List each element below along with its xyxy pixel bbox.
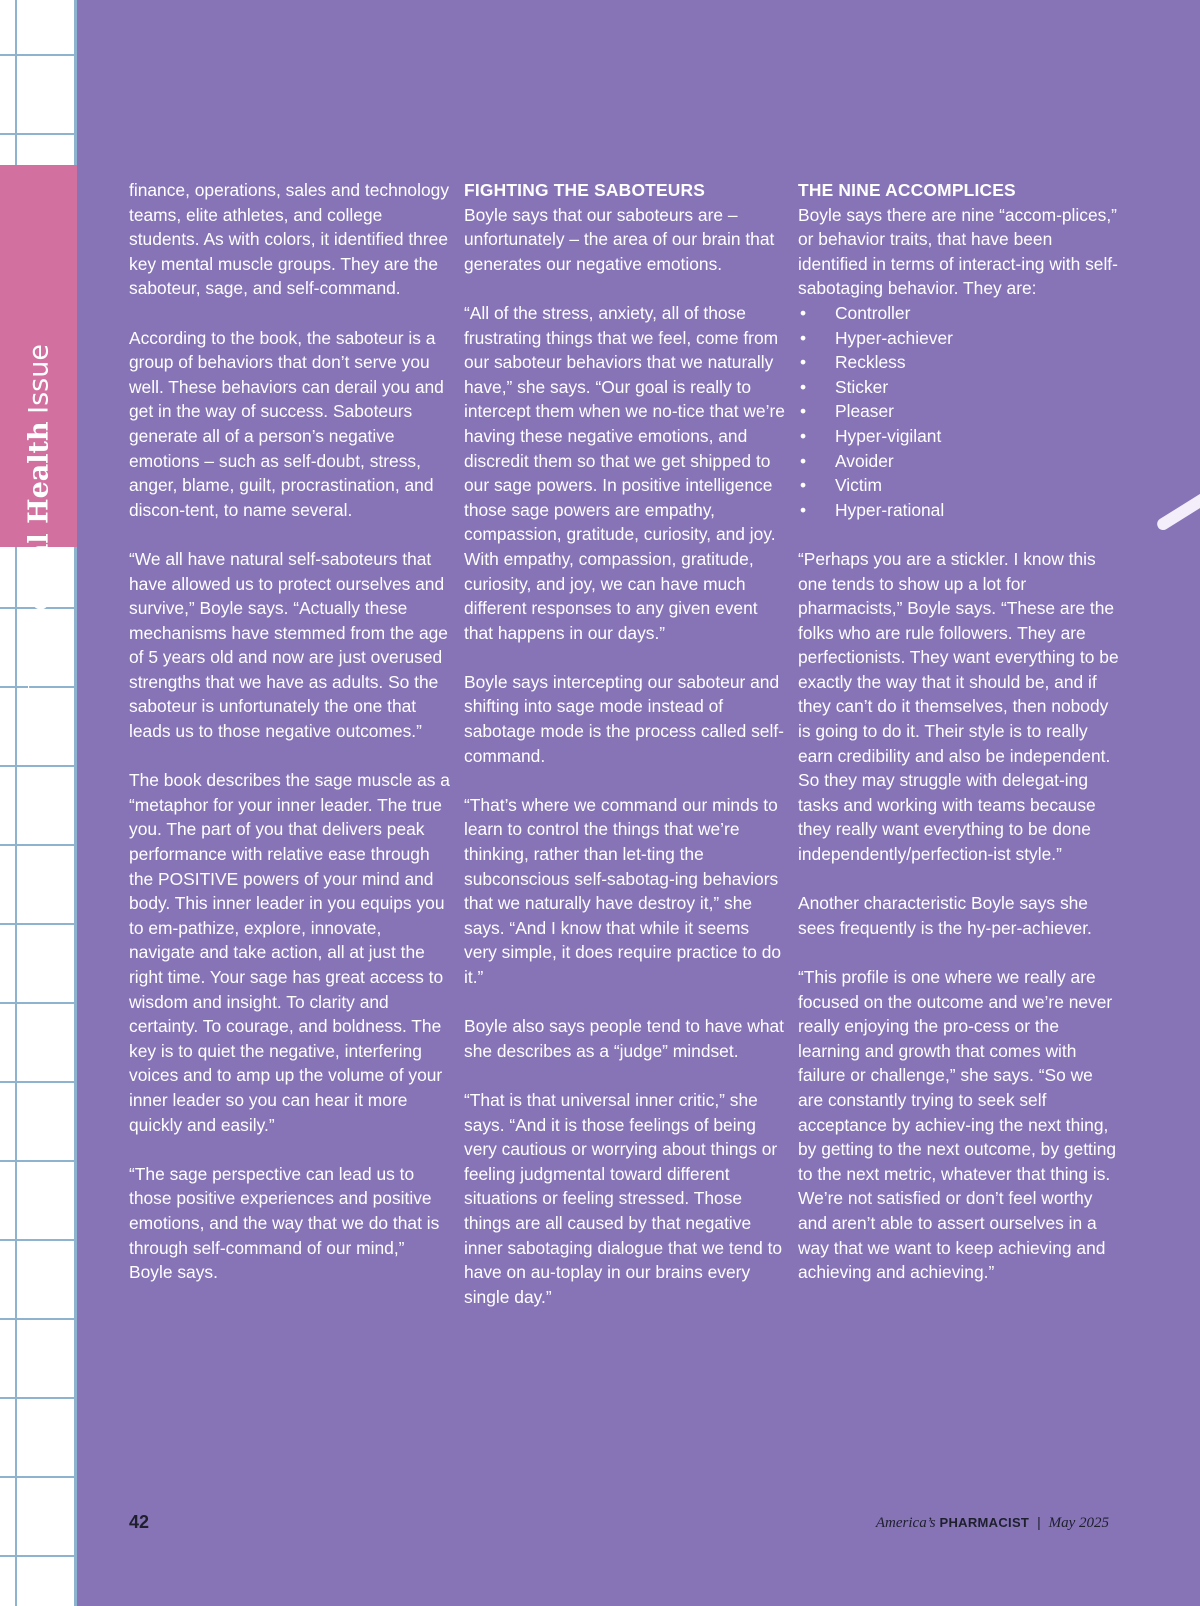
- paragraph: “This profile is one where we really are focused on the outcome and we’re never really enjoying the pro-cess or the learning and growth that comes with failure or challenge,” she says. “So we are constantly trying to seek self acceptance by achiev-ing the next thing, by getting to the next outcome, by getting to the next metric, whatever that thing is. We’re not satisfied or don’t feel worthy and aren’t able to assert ourselves in a way that we want to keep achieving and achieving and achieving.”: [798, 967, 1117, 1283]
- section-heading: FIGHTING THE SABOTEURS: [464, 180, 706, 200]
- list-item: • Hyper-rational: [798, 498, 1120, 523]
- footer-separator: |: [1037, 1514, 1041, 1530]
- paragraph: finance, operations, sales and technology teams, elite athletes, and college students. As with colors, it identified three key mental muscle groups. They are the saboteur, sage, and self-command.: [129, 180, 450, 299]
- magazine-name: PHARMACIST: [939, 1515, 1030, 1530]
- paragraph: “We all have natural self-saboteurs that have allowed us to protect ourselves and survive,” Boyle says. “Actually these mechanisms have stemmed from the age of 5 years old and now are just overused strengths that we have as adults. So the saboteur is unfortunately the one that leads us to those negative outcomes.”: [129, 548, 448, 742]
- paragraph: Boyle says intercepting our saboteur and shifting into sage mode instead of sabotage mode is the process called self-command.: [464, 671, 784, 766]
- paragraph: “That’s where we command our minds to learn to control the things that we’re thinking, rather than let-ting the subconscious self-sabotag-ing behaviors that we naturally have destroy it,” she says. “And I know that while it seems very simple, it does require practice to do it.”: [464, 794, 782, 987]
- list-item: • Sticker: [798, 375, 1120, 400]
- paragraph: “All of the stress, anxiety, all of those frustrating things that we feel, come from our saboteur behaviors that we naturally have,” she says. “Our goal is really to intercept them when we no-tice that we’re having these negative emotions, and discredit them so that we get shipped to our sage powers. In positive intelligence those sage powers are empathy, compassion, gratitude, curiosity, and joy. With empathy, compassion, gratitude, curiosity, and joy, we can have much different responses to any given event that happens in our days.”: [464, 302, 785, 643]
- issue-label-issue: Issue: [23, 344, 55, 414]
- column-1: [129, 178, 451, 1309]
- list-item: • Hyper-achiever: [798, 326, 1120, 351]
- issue-tab: [0, 165, 77, 698]
- paragraph: Boyle also says people tend to have what she describes as a “judge” mindset.: [464, 1016, 785, 1061]
- paragraph: Another characteristic Boyle says she sees frequently is the hy-per-achiever.: [798, 893, 1092, 938]
- paragraph: “That is that universal inner critic,” she says. “And it is those feelings of being very cautious or worrying about things or feeling judgmental toward different situations or feeling stressed. Those things are all caused by that negative inner sabotaging dialogue that we tend to have on au-toplay in our brains every single day.”: [464, 1089, 783, 1307]
- page-number: 42: [129, 1512, 150, 1532]
- pen-decoration: [1155, 480, 1200, 533]
- paragraph: The book describes the sage muscle as a “metaphor for your inner leader. The true you. The part of you that delivers peak performance with relative ease through the POSITIVE powers of your mind and body. This inner leader in you equips you to em-pathize, explore, innovate, navigate and take action, all at just the right time. Your sage has great access to wisdom and insight. To clarity and certainty. To courage, and boldness. The key is to quiet the negative, interfering voices and to amp up the volume of your inner leader so you can hear it more quickly and easily.”: [129, 770, 450, 1135]
- list-item: • Controller: [798, 301, 1120, 326]
- accomplices-list: [798, 301, 1120, 522]
- list-item: • Victim: [798, 473, 1120, 498]
- paragraph: Boyle says that our saboteurs are – unfortunately – the area of our brain that generates our negative emotions.: [464, 204, 775, 274]
- paragraph: Boyle says there are nine “accom-plices,” or behavior traits, that have been identified in terms of interact-ing with self-sabotaging behavior. They are:: [798, 204, 1118, 299]
- issue-label-the: The: [23, 647, 55, 698]
- paragraph: “Perhaps you are a stickler. I know this one tends to show up a lot for pharmacists,” Boyle says. “These are the folks who are rule followers. They are perfectionists. They want everything to be exactly the way that it should be, and if they can’t do it themselves, then nobody is going to do it. Their style is to really earn credibility and also be independent. So they may struggle with delegat-ing tasks and working with teams because they really want everything to be done independently/perfection-ist style.”: [798, 548, 1119, 865]
- column-3: [798, 178, 1120, 1309]
- magazine-prefix: America’s: [875, 1515, 936, 1531]
- paragraph: “The sage perspective can lead us to those positive experiences and positive emotions, and the way that we do that is through self-command of our mind,” Boyle says.: [129, 1163, 440, 1283]
- list-item: • Reckless: [798, 350, 1120, 375]
- section-heading: THE NINE ACCOMPLICES: [798, 180, 1016, 200]
- issue-label-topic: Mental Health: [23, 421, 55, 641]
- column-2: [464, 178, 786, 1334]
- paragraph: According to the book, the saboteur is a group of behaviors that don’t serve you well. These behaviors can derail you and get in the way of success. Saboteurs generate all of a person’s negative emotions – such as self-doubt, stress, anger, blame, guilt, procrastination, and discon-tent, to name several.: [129, 327, 444, 520]
- list-item: • Hyper-vigilant: [798, 424, 1120, 449]
- list-item: • Avoider: [798, 449, 1120, 474]
- issue-date: May 2025: [1048, 1515, 1109, 1531]
- footer-credit: [876, 1514, 1109, 1532]
- list-item: • Pleaser: [798, 399, 1120, 424]
- issue-label: [24, 344, 55, 698]
